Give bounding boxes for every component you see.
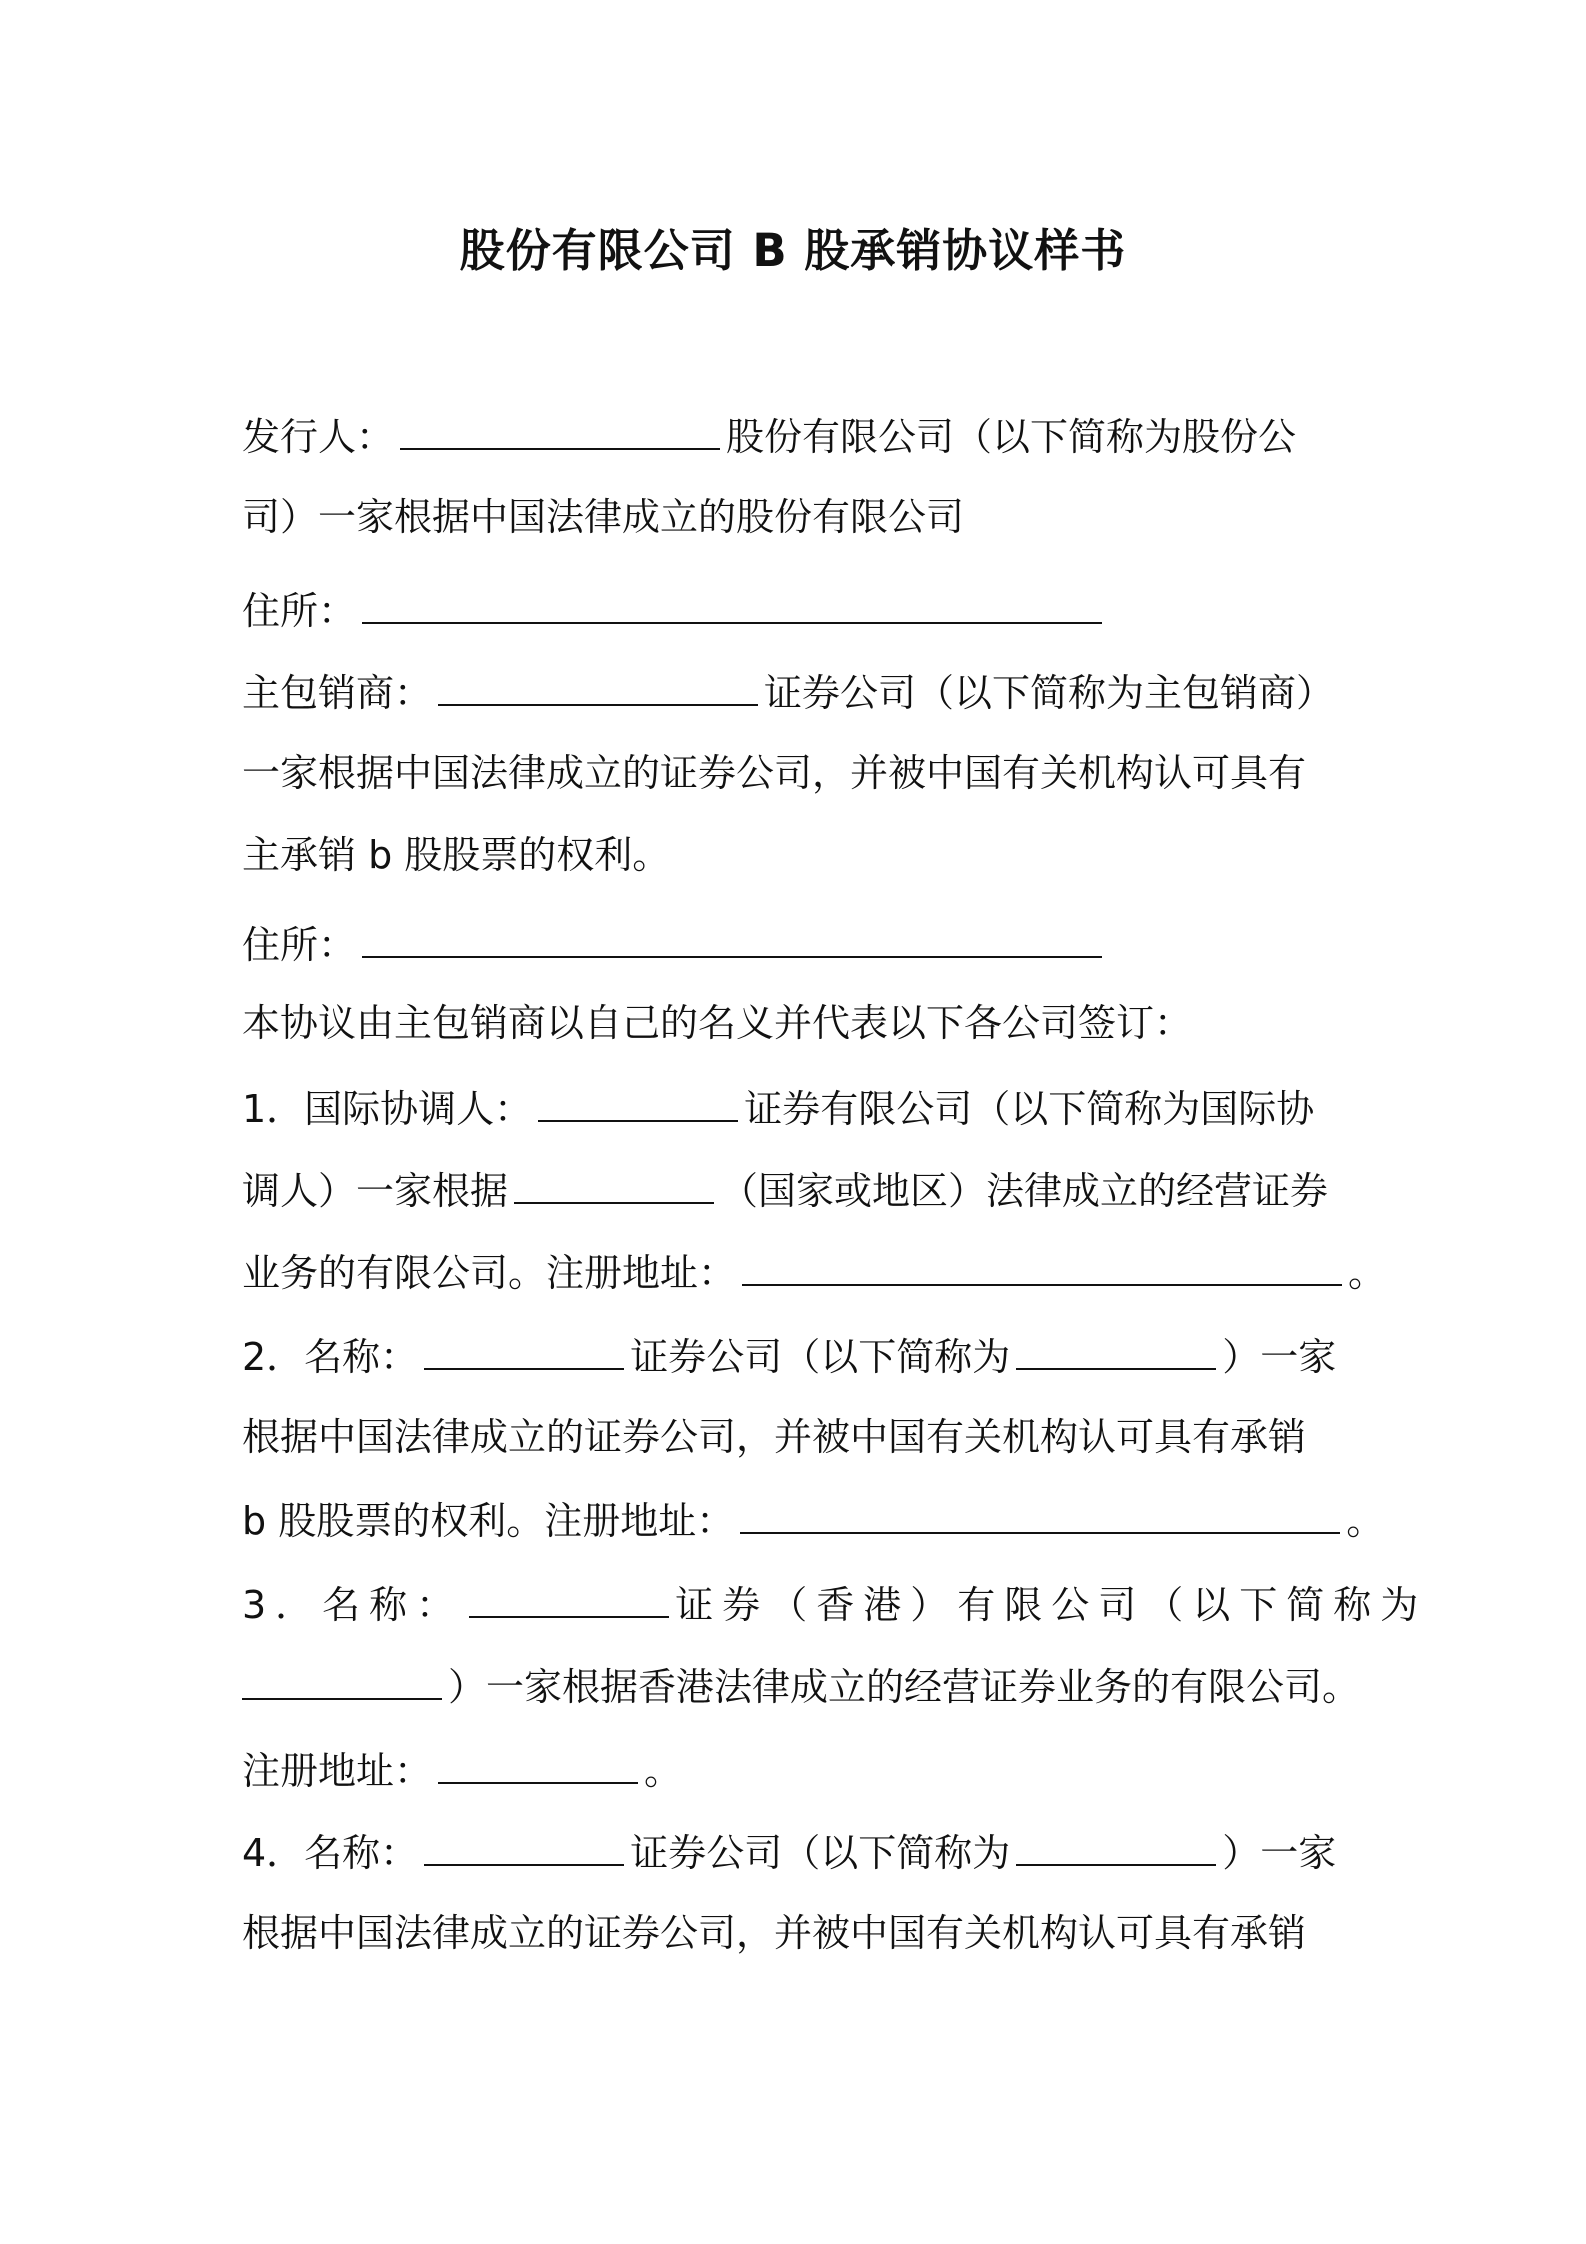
item1-address-blank[interactable] xyxy=(742,1246,1342,1286)
item3-desc: ）一家根据香港法律成立的经营证券业务的有限公司。 xyxy=(448,1665,1361,1709)
item3-label: 3．名称： xyxy=(242,1583,464,1627)
item4-name-blank[interactable] xyxy=(424,1826,624,1866)
document-title: 股份有限公司 B 股承销协议样书 xyxy=(459,224,1127,277)
lead-underwriter-desc: 一家根据中国法律成立的证券公司，并被中国有关机构认可具有 xyxy=(242,751,1307,795)
item4-desc: 根据中国法律成立的证券公司，并被中国有关机构认可具有承销 xyxy=(242,1911,1307,1955)
issuer-name-blank[interactable] xyxy=(400,410,720,450)
item3-name-blank[interactable] xyxy=(469,1578,669,1618)
item2-line3 xyxy=(242,1494,1385,1546)
issuer-address-line xyxy=(242,584,1362,636)
item2-address-blank[interactable] xyxy=(740,1494,1340,1534)
item3-abbr-blank[interactable] xyxy=(242,1660,442,1700)
item3-text: 证券（香港）有限公司（以下简称为 xyxy=(675,1583,1428,1627)
item2-abbr-blank[interactable] xyxy=(1016,1330,1216,1370)
item1-address-end: 。 xyxy=(1348,1251,1387,1295)
item2-line1 xyxy=(242,1330,1362,1382)
lead-underwriter-text: 证券公司（以下简称为主包销商） xyxy=(764,671,1335,715)
item1-line2 xyxy=(242,1164,1362,1216)
underwriter-address-label: 住所： xyxy=(242,923,357,967)
item3-address-blank[interactable] xyxy=(438,1744,638,1784)
item2-address-label: b 股股票的权利。注册地址： xyxy=(242,1499,735,1543)
item2-text: 证券公司（以下简称为 xyxy=(630,1335,1011,1379)
item2-address-end: 。 xyxy=(1346,1499,1385,1543)
item4-text: 证券公司（以下简称为 xyxy=(630,1831,1011,1875)
underwriter-address-line xyxy=(242,918,1362,970)
item2-desc: 根据中国法律成立的证券公司，并被中国有关机构认可具有承销 xyxy=(242,1415,1307,1459)
item4-label: 4．名称： xyxy=(242,1831,419,1875)
item4-abbr-blank[interactable] xyxy=(1016,1826,1216,1866)
issuer-label: 发行人： xyxy=(242,415,395,459)
item3-address-label: 注册地址： xyxy=(242,1749,433,1793)
issuer-desc-line xyxy=(242,492,1362,542)
item1-line1 xyxy=(242,1082,1362,1134)
item2-label: 2．名称： xyxy=(242,1335,419,1379)
item3-line2 xyxy=(242,1660,1362,1712)
item2-name-blank[interactable] xyxy=(424,1330,624,1370)
item4-line2 xyxy=(242,1908,1362,1958)
issuer-address-label: 住所： xyxy=(242,589,357,633)
item4-line1 xyxy=(242,1826,1362,1878)
item3-line3 xyxy=(242,1744,1362,1796)
agreement-statement-line xyxy=(242,998,1362,1048)
lead-underwriter-blank[interactable] xyxy=(438,666,758,706)
issuer-desc: 司）一家根据中国法律成立的股份有限公司 xyxy=(242,495,965,539)
item3-line1 xyxy=(242,1578,1428,1630)
item1-address-label: 业务的有限公司。注册地址： xyxy=(242,1251,737,1295)
lead-underwriter-rights: 主承销 b 股股票的权利。 xyxy=(242,833,671,877)
agreement-statement: 本协议由主包销商以自己的名义并代表以下各公司签订： xyxy=(242,1001,1193,1045)
issuer-text: 股份有限公司（以下简称为股份公 xyxy=(726,415,1297,459)
lead-underwriter-rights-line xyxy=(242,830,1362,880)
item1-desc-b: （国家或地区）法律成立的经营证券 xyxy=(720,1169,1329,1213)
item1-label: 1．国际协调人： xyxy=(242,1087,533,1131)
issuer-line xyxy=(242,410,1362,462)
item2-line2 xyxy=(242,1412,1362,1462)
item1-desc-a: 调人）一家根据 xyxy=(242,1169,509,1213)
item1-text: 证券有限公司（以下简称为国际协 xyxy=(744,1087,1315,1131)
issuer-address-blank[interactable] xyxy=(362,584,1102,624)
item4-text-end: ）一家 xyxy=(1222,1831,1337,1875)
lead-underwriter-label: 主包销商： xyxy=(242,671,433,715)
lead-underwriter-line xyxy=(242,666,1362,718)
item1-line3 xyxy=(242,1246,1387,1298)
item1-name-blank[interactable] xyxy=(538,1082,738,1122)
item3-address-end: 。 xyxy=(644,1749,683,1793)
item2-text-end: ）一家 xyxy=(1222,1335,1337,1379)
item1-country-blank[interactable] xyxy=(514,1164,714,1204)
lead-underwriter-desc-line xyxy=(242,748,1362,798)
underwriter-address-blank[interactable] xyxy=(362,918,1102,958)
